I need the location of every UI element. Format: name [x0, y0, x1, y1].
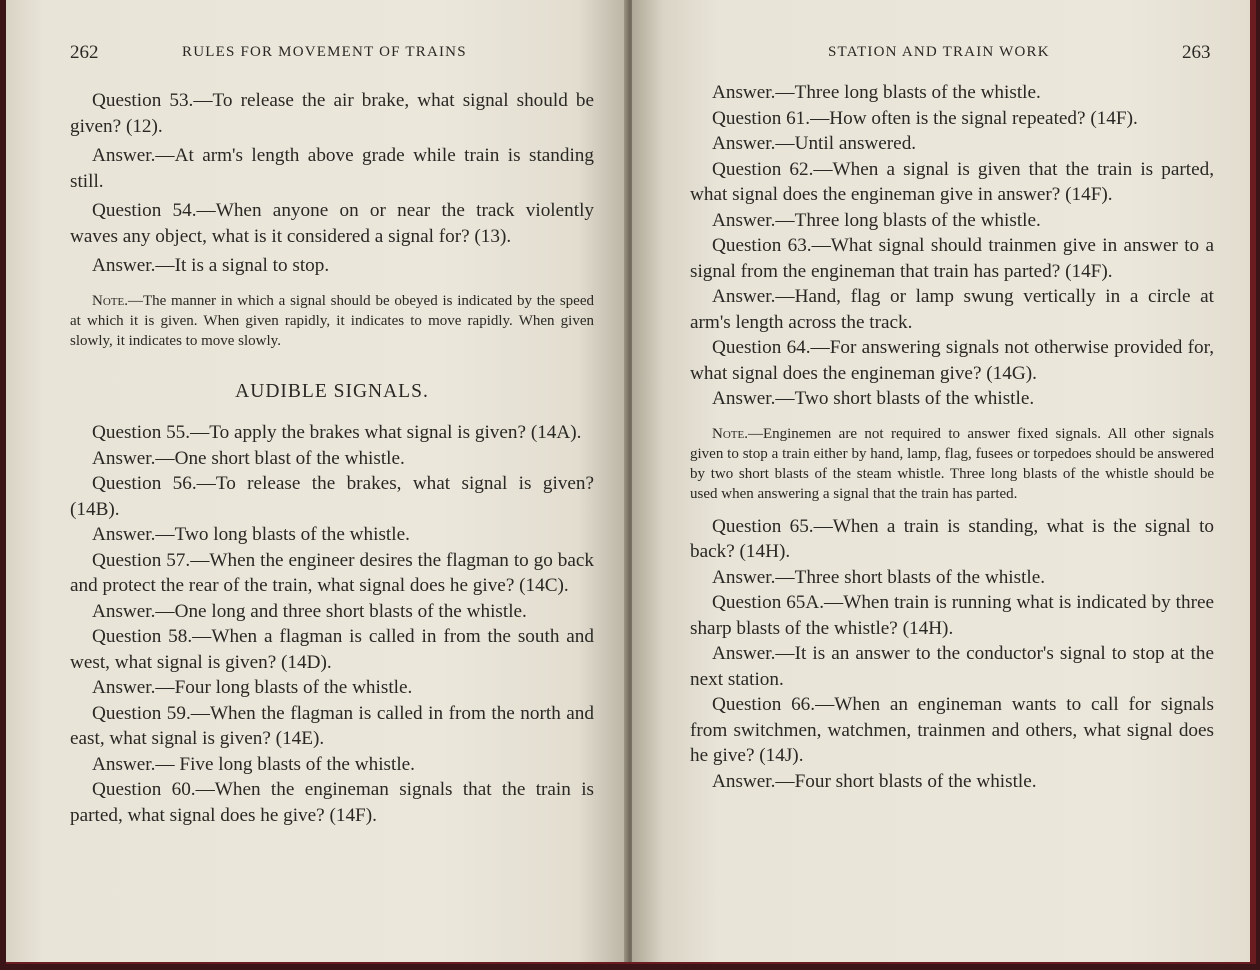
answer-65a: Answer.—It is an answer to the conductor's signal to stop at the next station.	[690, 643, 1214, 690]
answer-53: Answer.—At arm's length above grade while train is standing still.	[70, 145, 594, 192]
question-62: Question 62.—When a signal is given that the train is parted, what signal does the engineman give in answer? (14F).	[690, 158, 1214, 205]
question-66: Question 66.—When an engineman wants to call for signals from switchmen, watchmen, trainmen and others, what signal does he give? (14J).	[690, 694, 1214, 766]
question-56: Question 56.—To release the brakes, what signal is given? (14B).	[70, 473, 594, 520]
text-column	[70, 88, 594, 828]
right-page	[632, 0, 1250, 962]
answer-61: Answer.—Until answered.	[712, 133, 917, 154]
running-head: STATION AND TRAIN WORK	[828, 44, 1050, 60]
answer-54: Answer.—It is a signal to stop.	[92, 255, 330, 276]
section-title: AUDIBLE SIGNALS.	[235, 380, 429, 402]
question-54: Question 54.—When anyone on or near the track violently waves any object, what is it considered a signal for? (13).	[70, 200, 594, 247]
answer-56: Answer.—Two long blasts of the whistle.	[92, 524, 410, 545]
answer-60: Answer.—Three long blasts of the whistle.	[712, 82, 1041, 103]
question-61: Question 61.—How often is the signal repeated? (14F).	[712, 107, 1138, 129]
note-text: —The manner in which a signal should be obeyed is indicated by the speed at which it is given. When given rapidly, it indicates to move rapidly. When given slowly, it indicates to move slowly.	[70, 292, 594, 349]
answer-66: Answer.—Four short blasts of the whistle.	[712, 770, 1037, 792]
question-59: Question 59.—When the flagman is called in from the north and east, what signal is given? (14E).	[70, 702, 594, 749]
answer-65: Answer.—Three short blasts of the whistle.	[712, 566, 1046, 588]
running-head: RULES FOR MOVEMENT OF TRAINS	[182, 44, 467, 60]
question-53: Question 53.—To release the air brake, what signal should be given? (12).	[70, 90, 594, 137]
question-65: Question 65.—When a train is standing, what is the signal to back? (14H).	[690, 515, 1214, 562]
question-63: Question 63.—What signal should trainmen give in answer to a signal from the engineman that train has parted? (14F).	[690, 235, 1214, 282]
page-number: 262	[70, 42, 99, 63]
question-60: Question 60.—When the engineman signals that the train is parted, what signal does he give? (14F).	[70, 779, 594, 826]
page-number: 263	[1182, 42, 1211, 63]
open-book	[6, 0, 1256, 964]
answer-55: Answer.—One short blast of the whistle.	[92, 447, 405, 469]
question-55: Question 55.—To apply the brakes what signal is given? (14A).	[92, 422, 582, 443]
answer-58: Answer.—Four long blasts of the whistle.	[92, 677, 413, 698]
left-page	[6, 0, 628, 962]
answer-57: Answer.—One long and three short blasts of the whistle.	[92, 600, 527, 622]
note-enginemen	[690, 424, 1214, 504]
answer-63: Answer.—Hand, flag or lamp swung vertically in a circle at arm's length across the track.	[690, 286, 1214, 333]
text-column	[690, 80, 1214, 794]
question-58: Question 58.—When a flagman is called in from the south and west, what signal is given? (14D).	[70, 626, 594, 673]
question-64: Question 64.—For answering signals not otherwise provided for, what signal does the engineman give? (14G).	[690, 337, 1214, 384]
question-65a: Question 65A.—When train is running what is indicated by three sharp blasts of the whistle? (14H).	[690, 592, 1214, 639]
note-label: Note.	[712, 425, 748, 442]
note-label: Note.	[92, 292, 128, 309]
answer-59: Answer.— Five long blasts of the whistle.	[92, 753, 415, 775]
note-speed	[70, 291, 594, 351]
note-text: —Enginemen are not required to answer fixed signals. All other signals given to stop a train either by hand, lamp, flag, fusees or torpedoes should be answered by two short blasts of the steam whistle. Three long blasts of the whistle should be used when answering a signal that the train has parted.	[690, 425, 1214, 502]
answer-64: Answer.—Two short blasts of the whistle.	[712, 388, 1035, 409]
answer-62: Answer.—Three long blasts of the whistle.	[712, 209, 1041, 231]
question-57: Question 57.—When the engineer desires the flagman to go back and protect the rear of the train, what signal does he give? (14C).	[70, 549, 594, 596]
